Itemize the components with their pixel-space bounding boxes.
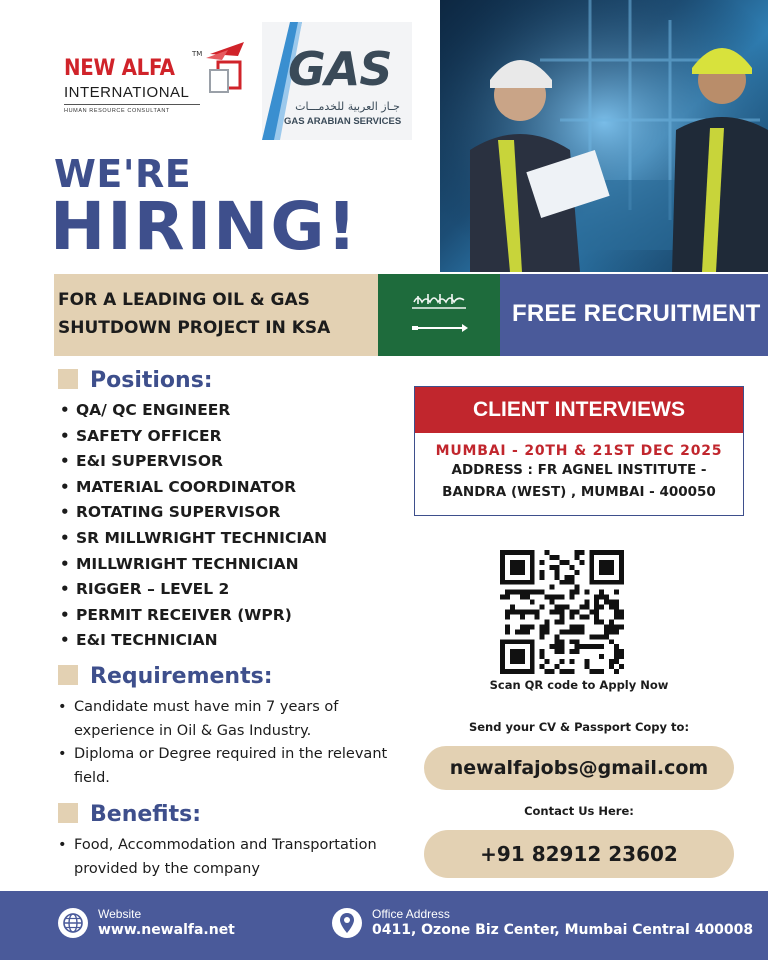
location-pin-icon: [332, 908, 362, 938]
section-square-icon: [58, 665, 78, 685]
alfa-logo-subtitle: HUMAN RESOURCE CONSULTANT: [64, 108, 170, 114]
alfa-logo-divider: [64, 104, 200, 105]
client-interviews-box: [414, 386, 744, 516]
office-address-value: 0411, Ozone Biz Center, Mumbai Central 400008: [372, 922, 754, 938]
benefits-list: [58, 834, 422, 881]
alfa-logo-mark-icon: [200, 40, 250, 100]
footer: [0, 891, 768, 960]
position-item: • MILLWRIGHT TECHNICIAN: [60, 552, 327, 578]
website-link[interactable]: www.newalfa.net: [98, 922, 235, 938]
requirements-heading-text: Requirements:: [90, 664, 273, 689]
free-recruitment-text: FREE RECRUITMENT: [512, 300, 761, 327]
position-item: • SR MILLWRIGHT TECHNICIAN: [60, 526, 327, 552]
engineers-photo-illustration: [440, 0, 768, 272]
benefits-heading-text: Benefits:: [90, 802, 201, 827]
positions-heading-text: Positions:: [90, 368, 213, 393]
interview-date: MUMBAI - 20TH & 21ST DEC 2025: [435, 443, 723, 459]
requirement-item: • Diploma or Degree required in the relevant field.: [58, 743, 420, 790]
globe-icon: [58, 908, 88, 938]
position-item: • QA/ QC ENGINEER: [60, 398, 327, 424]
gas-logo-arabic: جـاز العربية للخدمـــات: [295, 100, 400, 113]
section-square-icon: [58, 369, 78, 389]
requirements-heading: [58, 664, 273, 689]
project-banner-emphasis: SHUTDOWN PROJECT: [58, 318, 260, 338]
gas-arabian-logo: [262, 22, 412, 140]
benefits-heading: [58, 802, 201, 827]
free-recruitment-banner: [500, 274, 768, 356]
project-banner-line2: [58, 318, 330, 338]
gas-logo-word: GAS: [288, 42, 392, 96]
requirements-list: [58, 696, 420, 790]
project-banner: [54, 274, 378, 356]
email-link[interactable]: newalfajobs@gmail.com: [424, 746, 734, 790]
contact-label: Contact Us Here:: [524, 804, 634, 818]
position-item: • E&I SUPERVISOR: [60, 449, 327, 475]
position-item: • PERMIT RECEIVER (WPR): [60, 603, 327, 629]
client-interviews-heading: CLIENT INTERVIEWS: [415, 387, 743, 433]
headline-hiring: HIRING!: [50, 188, 359, 265]
positions-list: [60, 398, 327, 654]
alfa-logo-name: NEW ALFA: [64, 56, 175, 81]
benefit-item: • Food, Accommodation and Transportation provided by the company: [58, 834, 422, 881]
website-label: Website: [98, 907, 142, 921]
saudi-flag-icon: [378, 274, 500, 356]
alfa-logo-international: INTERNATIONAL: [64, 84, 190, 101]
position-item: • SAFETY OFFICER: [60, 424, 327, 450]
requirement-item: • Candidate must have min 7 years of experience in Oil & Gas Industry.: [58, 696, 420, 743]
gas-logo-subtitle: GAS ARABIAN SERVICES: [284, 116, 402, 127]
position-item: • RIGGER – LEVEL 2: [60, 577, 327, 603]
office-address-label: Office Address: [372, 907, 450, 921]
interview-address-line2: BANDRA (WEST) , MUMBAI - 400050: [442, 484, 716, 500]
positions-heading: [58, 368, 213, 393]
engineers-photo: [440, 0, 768, 272]
new-alfa-logo: [62, 40, 262, 118]
interview-address-line1: ADDRESS : FR AGNEL INSTITUTE -: [451, 462, 707, 478]
position-item: • ROTATING SUPERVISOR: [60, 500, 327, 526]
apply-qr-code[interactable]: [500, 550, 624, 674]
phone-link[interactable]: +91 82912 23602: [424, 830, 734, 878]
qr-caption: Scan QR code to Apply Now: [489, 678, 669, 692]
project-banner-line1: FOR A LEADING OIL & GAS: [58, 290, 310, 310]
position-item: • MATERIAL COORDINATOR: [60, 475, 327, 501]
send-cv-label: Send your CV & Passport Copy to:: [468, 720, 690, 734]
position-item: • E&I TECHNICIAN: [60, 628, 327, 654]
section-square-icon: [58, 803, 78, 823]
alfa-logo-tm: TM: [192, 50, 203, 58]
headline-were: WE'RE: [54, 152, 192, 196]
project-banner-rest: IN KSA: [259, 318, 331, 338]
